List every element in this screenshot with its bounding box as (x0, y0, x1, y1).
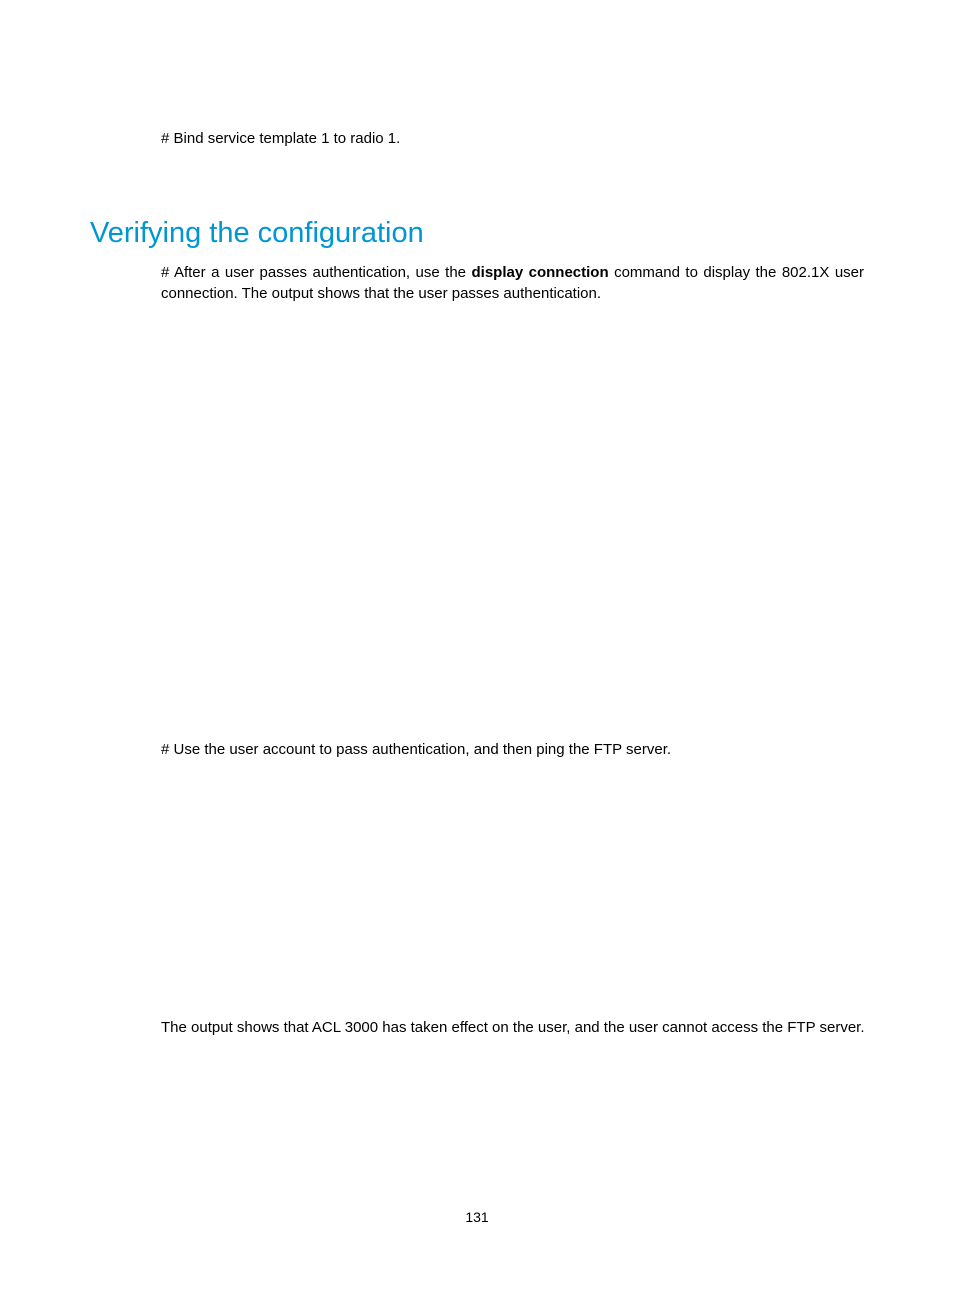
paragraph-after-authentication (161, 262, 864, 304)
page-number: 131 (465, 1209, 489, 1225)
section-heading: Verifying the configuration (90, 217, 424, 249)
paragraph-bind-service-template: # Bind service template 1 to radio 1. (161, 130, 401, 147)
paragraph-output-acl: The output shows that ACL 3000 has taken effect on the user, and the user cannot access the FTP server. (161, 1019, 865, 1036)
command-display-connection: display connection (471, 264, 609, 281)
paragraph-text-before-command: # After a user passes authentication, use the (161, 264, 472, 281)
paragraph-use-user-account: # Use the user account to pass authentication, and then ping the FTP server. (161, 741, 672, 758)
paragraph-text-after-command: command to display the 802.1X user connection. The output shows that the user passes authentication. (161, 264, 864, 302)
